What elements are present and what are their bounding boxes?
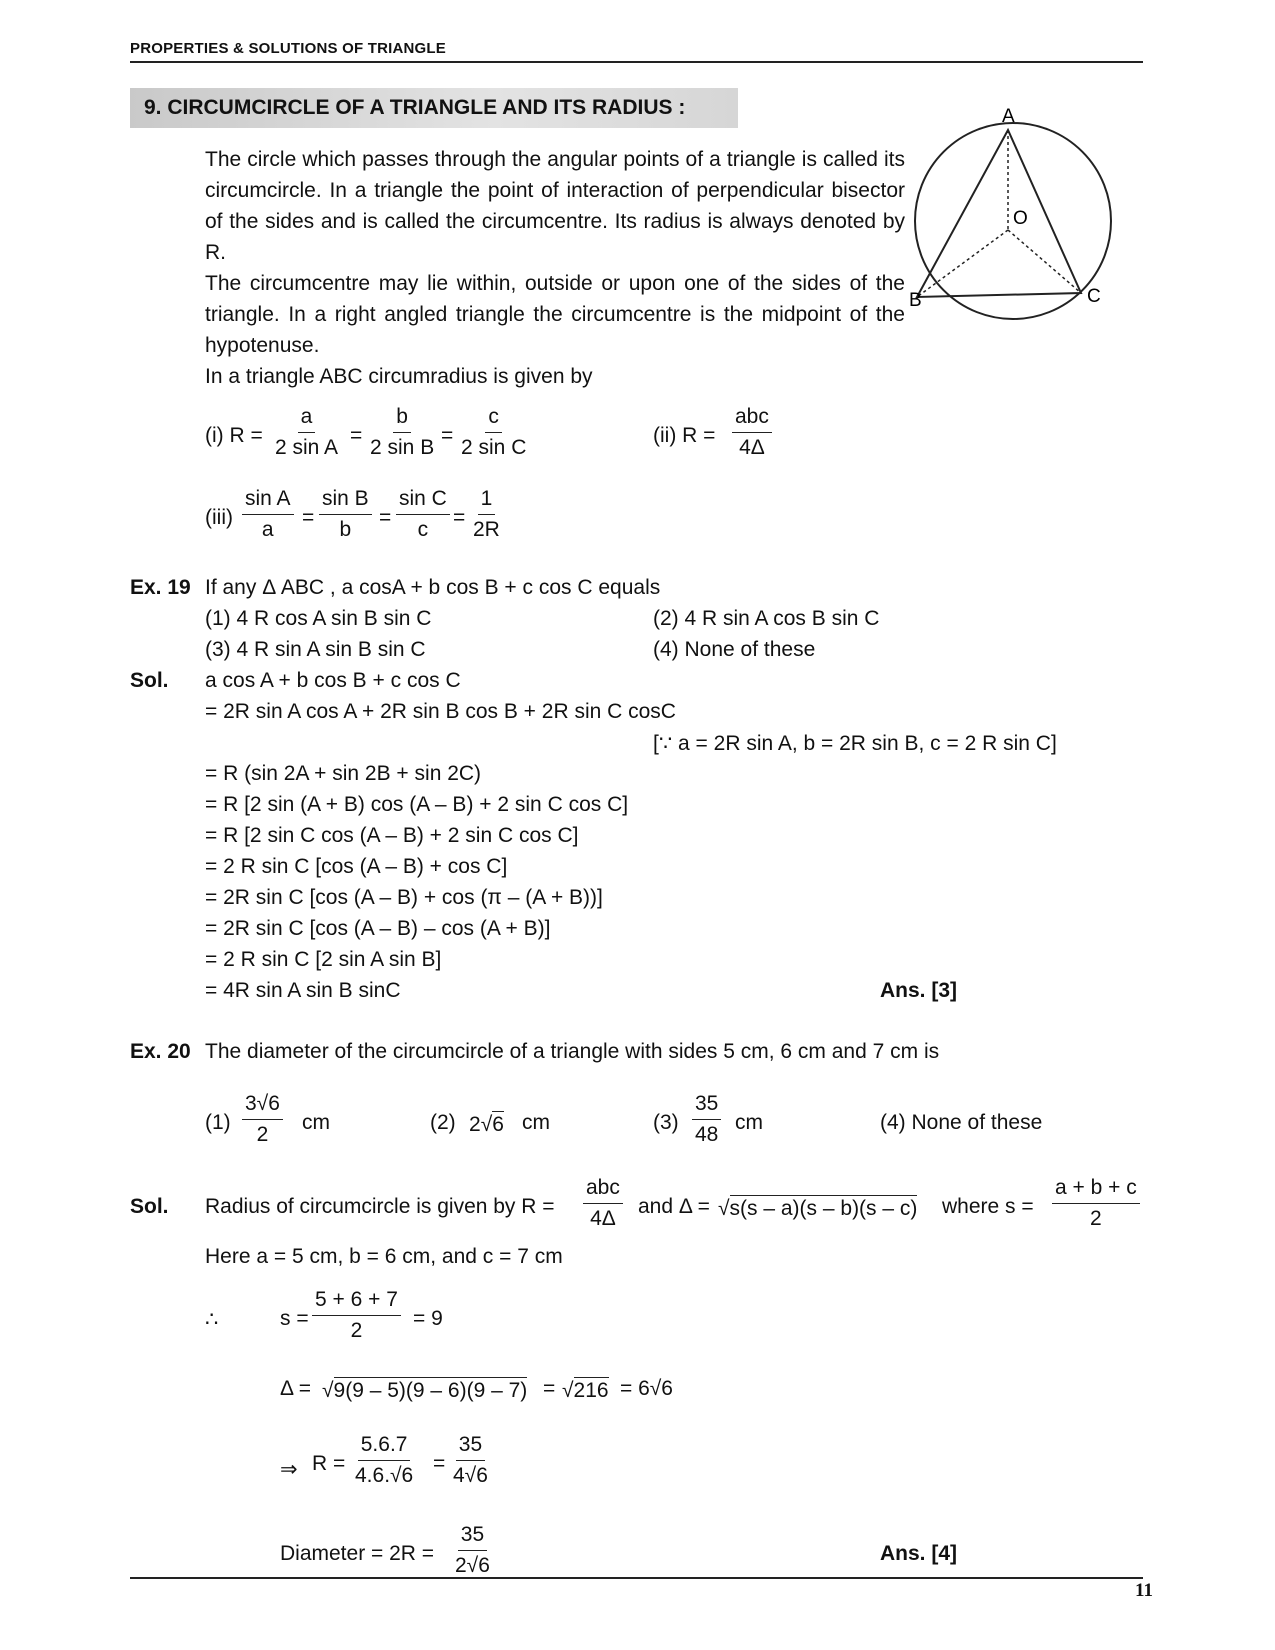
radius-formula-frac: abc 4Δ — [583, 1173, 623, 1234]
option-1-label: (1) — [205, 1111, 231, 1134]
solution-step: = R [2 sin C cos (A – B) + 2 sin C cos C] — [205, 824, 579, 847]
example-20-label: Ex. 20 — [130, 1040, 191, 1063]
formula-ii-label: (ii) R = — [653, 424, 716, 447]
intro-para-2: The circumcentre may lie within, outside or upon one of the sides of the triangle. In a right angled triangle the circumcentre is the midpoint of the hypotenuse. — [205, 272, 905, 357]
solution-step: = 2R sin A cos A + 2R sin B cos B + 2R sin C cosC — [205, 700, 676, 723]
diameter-lhs: Diameter = 2R = — [280, 1542, 435, 1565]
solution-label: Sol. — [130, 669, 169, 692]
intro-para-3: In a triangle ABC circumradius is given by — [205, 365, 593, 388]
delta-rhs: = 6√6 — [620, 1377, 673, 1400]
r-frac-2: $\frac{35}{4√6}$ — [450, 1430, 491, 1491]
delta-radical: √9(9 – 5)(9 – 6)(9 – 7) — [322, 1379, 528, 1402]
delta-equals: = — [543, 1377, 556, 1400]
solution-step: = 2R sin C [cos (A – B) – cos (A + B)] — [205, 917, 551, 940]
running-header: PROPERTIES & SOLUTIONS OF TRIANGLE — [130, 40, 446, 57]
formula-ii-frac: abc 4Δ — [732, 402, 772, 463]
r-equals: = — [433, 1452, 446, 1475]
header-rule — [130, 61, 1143, 63]
solution-step: a cos A + b cos B + c cos C — [205, 669, 461, 692]
equals-sign: = — [302, 506, 315, 529]
option-1-frac: $\frac{3√6}{2}$ — [242, 1089, 283, 1150]
semi-perimeter-frac: $\frac{a + b + c}{2}$ — [1052, 1173, 1140, 1234]
formula-i-frac-c: $\frac{c}{\text{2 sin C}}$ — [458, 402, 529, 463]
answer-ex20: Ans. [4] — [880, 1542, 958, 1565]
solution-step: = R (sin 2A + sin 2B + sin 2C) — [205, 762, 482, 785]
formula-i-label: (i) R = — [205, 424, 263, 447]
herons-formula-radical: √s(s – a)(s – b)(s – c) — [718, 1197, 918, 1220]
footer-rule — [130, 1577, 1143, 1579]
solution-text: where s = — [942, 1195, 1034, 1218]
solution-note: [∵ a = 2R sin A, b = 2R sin B, c = 2 R sin C] — [653, 732, 1057, 755]
vertex-label-c: C — [1087, 286, 1101, 307]
equals-sign: = — [350, 424, 363, 447]
s-rhs: = 9 — [413, 1307, 443, 1330]
solution-step: = 2R sin C [cos (A – B) + cos (π – (A + B))] — [205, 886, 603, 909]
r-lhs: R = — [312, 1452, 346, 1475]
intro-text — [205, 144, 905, 392]
formula-iii-frac-c: $\frac{\text{sin C}}{c}$ — [396, 484, 450, 545]
option-4: (4) None of these — [880, 1111, 1043, 1134]
option-2: (2) 4 R sin A cos B sin C — [653, 607, 880, 630]
solution-step: = 2 R sin C [cos (A – B) + cos C] — [205, 855, 508, 878]
formula-iii-frac-a: $\frac{\text{sin A}}{a}$ — [242, 484, 294, 545]
equals-sign: = — [441, 424, 454, 447]
equals-sign: = — [379, 506, 392, 529]
option-4: (4) None of these — [653, 638, 816, 661]
option-2-unit: cm — [522, 1111, 550, 1134]
solution-text: and Δ = — [638, 1195, 710, 1218]
formula-iii-label: (iii) — [205, 506, 233, 529]
example-20-question: The diameter of the circumcircle of a triangle with sides 5 cm, 6 cm and 7 cm is — [205, 1040, 940, 1063]
formula-i-frac-b: $\frac{b}{\text{2 sin B}}$ — [367, 402, 437, 463]
option-1: (1) 4 R cos A sin B sin C — [205, 607, 432, 630]
circumcircle-figure — [905, 105, 1125, 330]
s-lhs: s = — [280, 1307, 309, 1330]
answer-ex19: Ans. [3] — [880, 979, 958, 1002]
solution-text: Radius of circumcircle is given by R = — [205, 1195, 555, 1218]
implies-symbol: ⇒ — [280, 1458, 298, 1481]
option-3: (3) 4 R sin A sin B sin C — [205, 638, 426, 661]
solution-step: = 2 R sin C [2 sin A sin B] — [205, 948, 442, 971]
formula-iii-frac-d: $\frac{1}{2R}$ — [470, 484, 503, 545]
delta-lhs: Δ = — [280, 1377, 311, 1400]
therefore-symbol: ∴ — [205, 1308, 219, 1331]
diameter-frac: $\frac{35}{2√6}$ — [452, 1520, 493, 1581]
r-frac-1: $\frac{5.6.7}{4.6.√6}$ — [352, 1430, 416, 1491]
solution-step: = R [2 sin (A + B) cos (A – B) + 2 sin C cos C] — [205, 793, 629, 816]
section-title: 9. CIRCUMCIRCLE OF A TRIANGLE AND ITS RADIUS : — [130, 88, 738, 128]
vertex-label-b: B — [909, 290, 922, 311]
option-2-label: (2) — [430, 1111, 456, 1134]
delta-radical-216: √216 — [562, 1379, 609, 1402]
s-frac: $\frac{5 + 6 + 7}{2}$ — [312, 1285, 401, 1346]
example-19-question: If any Δ ABC , a cosA + b cos B + c cos C equals — [205, 576, 661, 599]
option-3-label: (3) — [653, 1111, 679, 1134]
example-19-label: Ex. 19 — [130, 576, 191, 599]
vertex-label-a: A — [1002, 106, 1015, 127]
given-values: Here a = 5 cm, b = 6 cm, and c = 7 cm — [205, 1245, 563, 1268]
solution-label: Sol. — [130, 1195, 169, 1218]
option-3-unit: cm — [735, 1111, 763, 1134]
option-3-frac: $\frac{35}{48}$ — [692, 1089, 721, 1150]
formula-i-frac-a: $\frac{a}{\text{2 sin A}}$ — [272, 402, 341, 463]
formula-iii-frac-b: $\frac{\text{sin B}}{b}$ — [319, 484, 372, 545]
page-number: 11 — [1135, 1580, 1153, 1601]
equals-sign: = — [453, 506, 466, 529]
option-1-unit: cm — [302, 1111, 330, 1134]
intro-para-1: The circle which passes through the angular points of a triangle is called its circumcircle. In a triangle the point of interaction of perpendicular bisector of the sides and is called the circumcentre. Its radius is always denoted by R. — [205, 148, 905, 264]
center-label-o: O — [1013, 208, 1028, 229]
option-2-value: 2√6 — [469, 1113, 504, 1136]
solution-step: = 4R sin A sin B sinC — [205, 979, 401, 1002]
